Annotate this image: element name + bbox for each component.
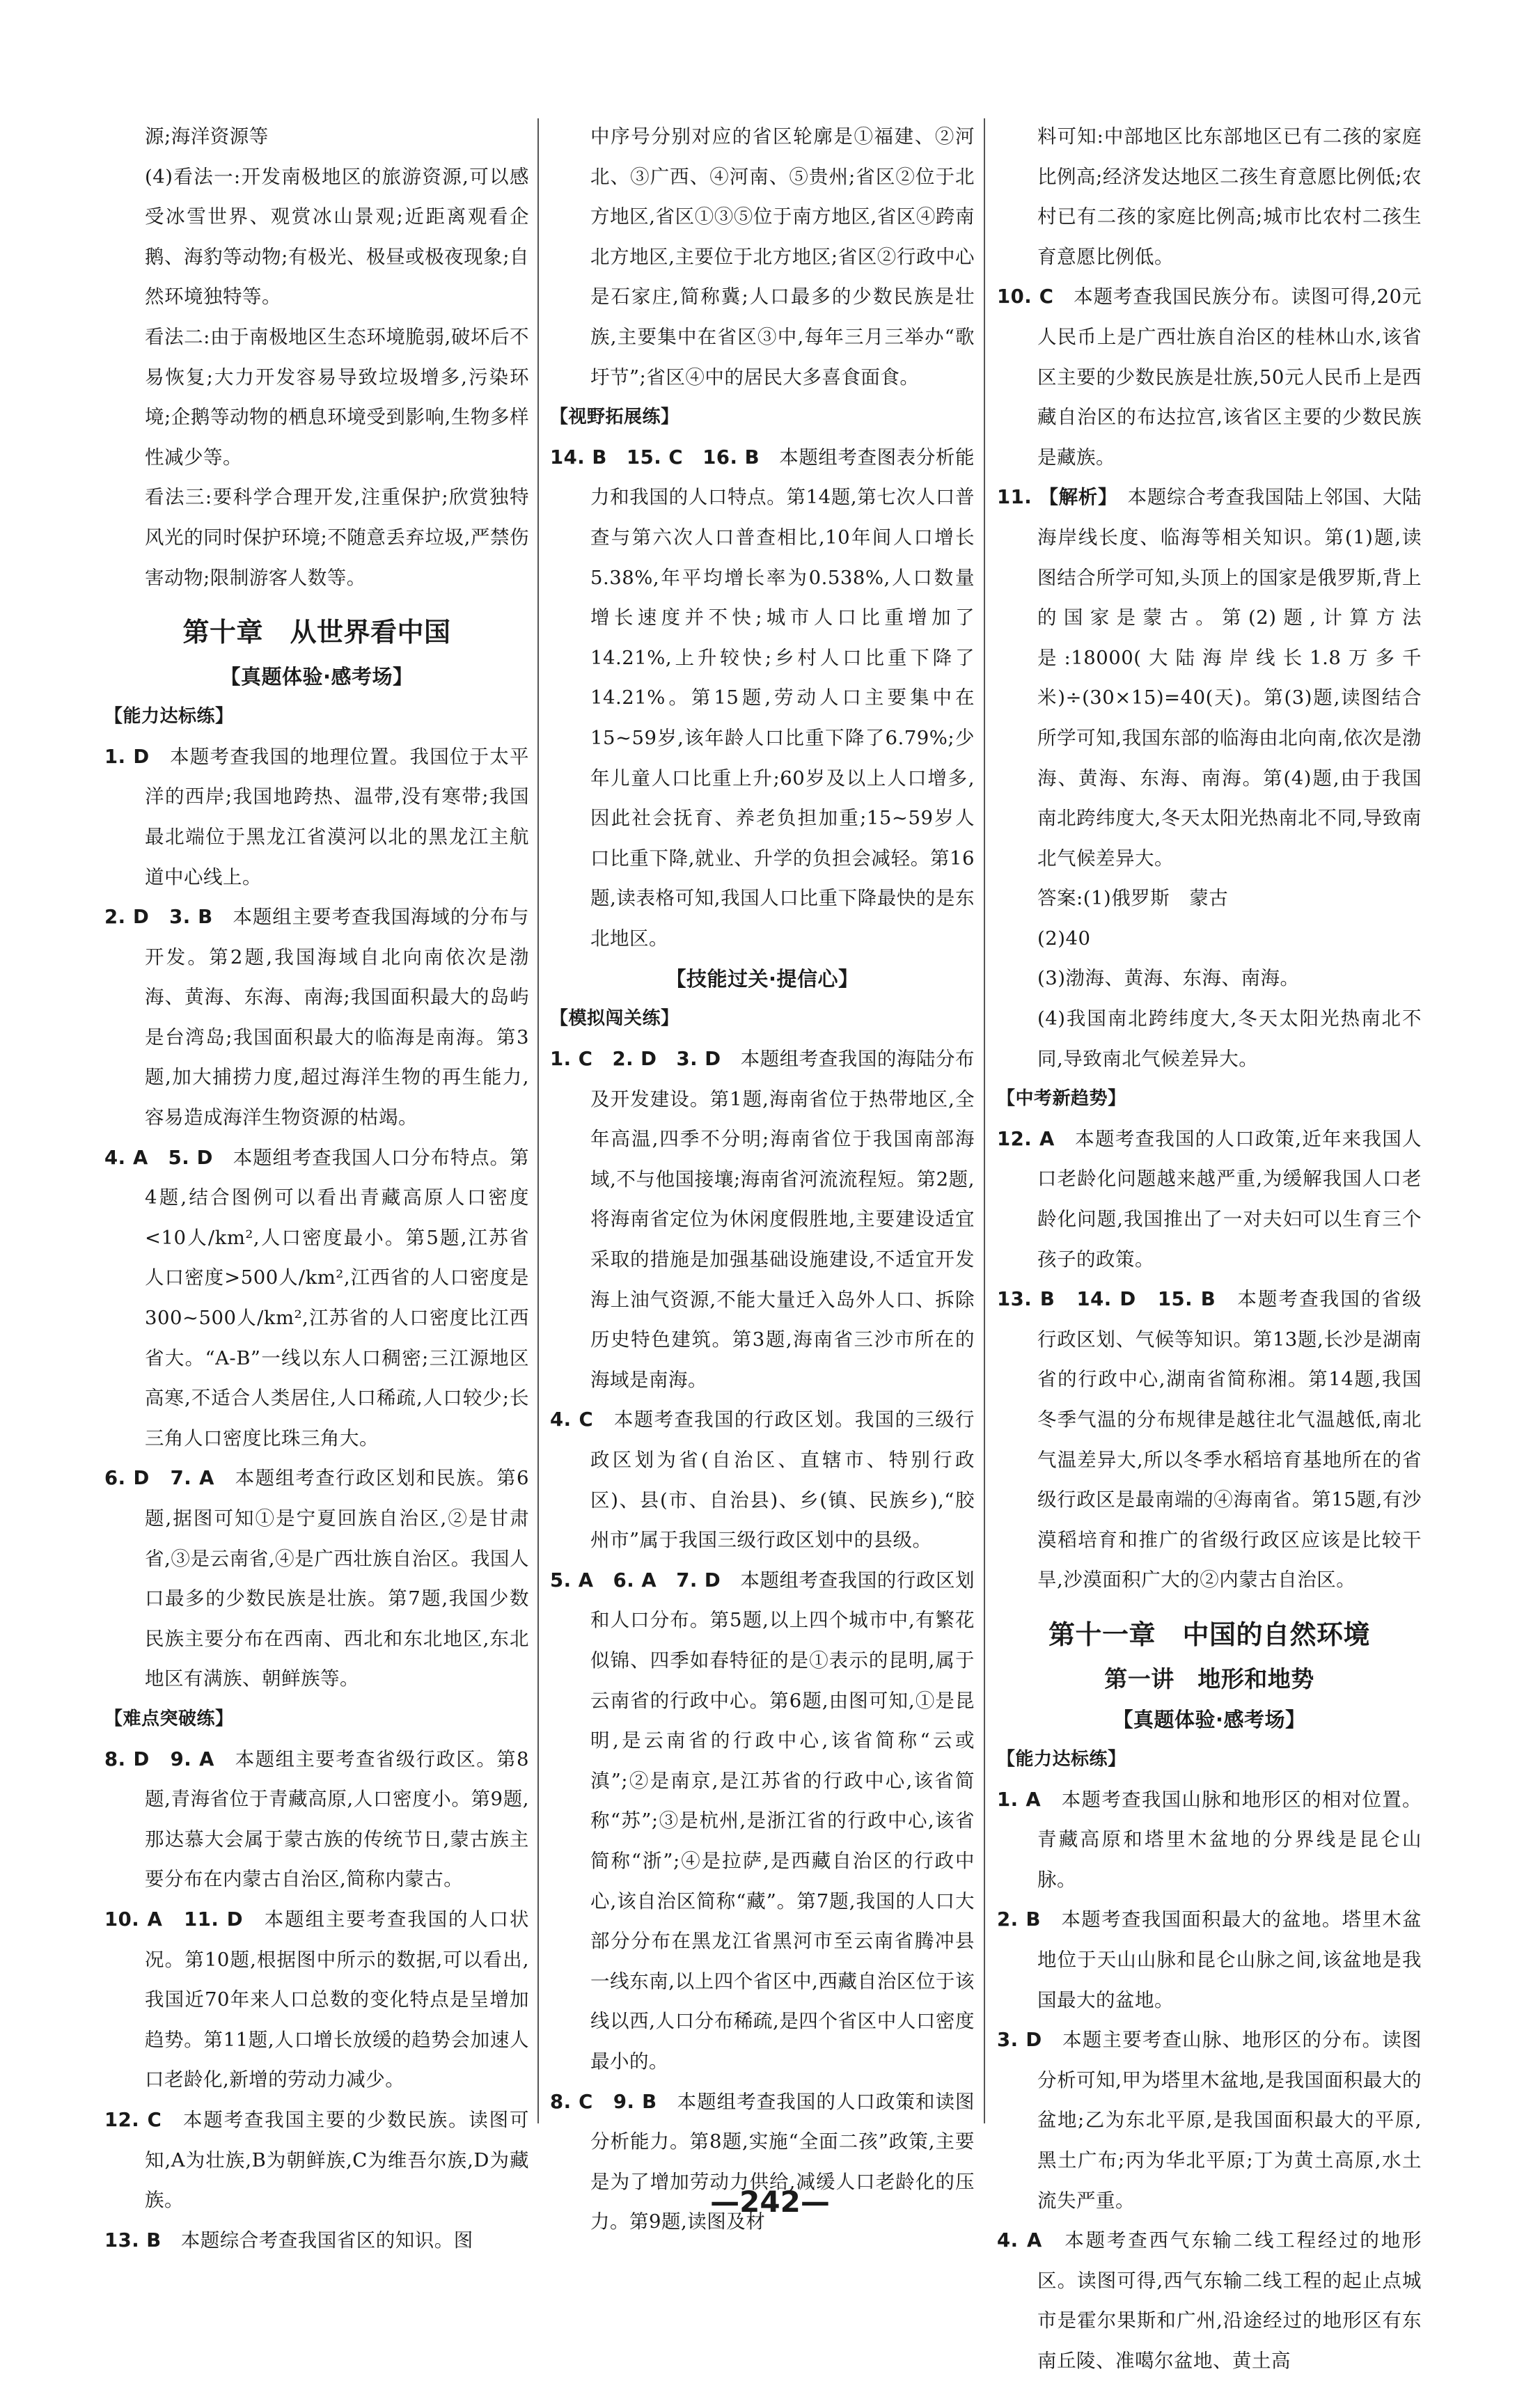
section-band: 【真题体验·感考场】: [220, 665, 414, 689]
section-tag: 【模拟闯关练】: [550, 1008, 679, 1030]
column-divider-2: [984, 118, 985, 2123]
answer-continuation: 中序号分别对应的省区轮廓是①福建、②河北、③广西、④河南、⑤贵州;省区②位于北方地区,省区①③⑤位于南方地区,省区④跨南北方地区,主要位于北方地区;省区②行政中心是石家庄,简称冀;人口最多的少数民族是壮族,主要集中在省区③中,每年三月三举办“歌圩节”;省区④中的居民大多喜食面食。: [590, 125, 975, 388]
answer-text: 本题综合考查我国省区的知识。图: [180, 2229, 473, 2252]
answer-number: 10. A 11. D: [104, 1908, 244, 1931]
answer-item: [104, 1900, 529, 2100]
section-tag: 【中考新趋势】: [997, 1088, 1126, 1110]
answer-text: 本题组考查我国的行政区划和人口分布。第5题,以上四个城市中,有繁花似锦、四季如春特征的是①表示的昆明,属于云南省的行政中心。第6题,由图可知,①是昆明,是云南省的行政中心,该省简称“云或滇”;②是南京,是江苏省的行政中心,该省简称“苏”;③是杭州,是浙江省的行政中心,该省简称“浙”;④是拉萨,是西藏自治区的行政中心,该自治区简称“藏”。第7题,我国的人口大部分分布在黑龙江省黑河市至云南省腾冲县一线东南,以上四个省区中,西藏自治区位于该线以西,人口分布稀疏,是四个省区中人口密度最小的。: [590, 1569, 975, 2073]
answer-number: 11. 【解析】: [997, 486, 1108, 509]
column-left: [104, 117, 530, 2252]
answer-text: 本题组主要考查我国的人口状况。第10题,根据图中所示的数据,可以看出,我国近70年来人口总数的变化特点是呈增加趋势。第11题,人口增长放缓的趋势会加速人口老龄化,新增的劳动力减少。: [145, 1908, 529, 2091]
answer-continuation: (3)渤海、黄海、东海、南海。: [1037, 967, 1300, 990]
answer-number: 1. A: [997, 1788, 1042, 1811]
answer-text: 本题考查我国面积最大的盆地。塔里木盆地位于天山山脉和昆仑山脉之间,该盆地是我国最大的盆地。: [1037, 1908, 1422, 2011]
answer-item: [104, 737, 529, 897]
page-number: —242—: [710, 2185, 830, 2219]
column-divider-1: [537, 118, 539, 2123]
answer-item: [550, 1039, 975, 1400]
answer-text: 本题组考查我国的人口政策和读图分析能力。第8题,实施“全面二孩”政策,主要是为了增加劳动力供给,减缓人口老龄化的压力。第9题,读图及材: [590, 2090, 975, 2233]
answer-item: [997, 478, 1422, 879]
answer-text: 本题组考查我国人口分布特点。第4题,结合图例可以看出青藏高原人口密度<10人/km²,人口密度最小。第5题,江苏省人口密度>500人/km²,江西省的人口密度是300~500人/km²,江苏省的人口密度比江西省大。“A-B”一线以东人口稠密;三江源地区高寒,不适合人类居住,人口稀疏,人口较少;长三角人口密度比珠三角大。: [145, 1146, 530, 1449]
lecture-title: 第一讲 地形和地势: [1104, 1665, 1314, 1692]
answer-continuation: (4)我国南北跨纬度大,冬天太阳光热南北不同,导致南北气候差异大。: [1037, 1007, 1422, 1070]
answer-item: [104, 897, 529, 1138]
section-band: 【真题体验·感考场】: [1113, 1707, 1306, 1731]
answer-number: 12. C: [104, 2108, 162, 2131]
answer-number: 1. D: [104, 745, 150, 768]
answer-continuation: 看法三:要科学合理开发,注重保护;欣赏独特风光的同时保护环境;不随意丢弃垃圾,严禁伤害动物;限制游客人数等。: [145, 486, 529, 589]
answer-continuation: 看法二:由于南极地区生态环境脆弱,破坏后不易恢复;大力开发容易导致垃圾增多,污染环境;企鹅等动物的栖息环境受到影响,生物多样性减少等。: [145, 325, 529, 469]
answer-number: 8. C 9. B: [550, 2090, 657, 2113]
answer-text: 本题考查我国的行政区划。我国的三级行政区划为省(自治区、直辖市、特别行政区)、县(市、自治县)、乡(镇、民族乡),“胶州市”属于我国三级行政区划中的县级。: [590, 1408, 975, 1552]
answer-number: 4. A: [997, 2229, 1042, 2252]
answer-continuation: 料可知:中部地区比东部地区已有二孩的家庭比例高;经济发达地区二孩生育意愿比例低;农村已有二孩的家庭比例高;城市比农村二孩生育意愿比例低。: [1037, 125, 1422, 268]
answer-text: 本题组考查我国的海陆分布及开发建设。第1题,海南省位于热带地区,全年高温,四季不分明;海南省位于我国南部海域,不与他国接壤;海南省河流流程短。第2题,将海南省定位为休闲度假胜地,主要建设适宜采取的措施是加强基础设施建设,不适宜开发海上油气资源,不能大量迁入岛外人口、拆除历史特色建筑。第3题,海南省三沙市所在的海域是南海。: [590, 1048, 975, 1391]
answer-text: 本题考查我国山脉和地形区的相对位置。青藏高原和塔里木盆地的分界线是昆仑山脉。: [1037, 1788, 1422, 1891]
answer-item: [104, 1740, 529, 1900]
answer-text: 本题组考查图表分析能力和我国的人口特点。第14题,第七次人口普查与第六次人口普查相比,10年间人口增长5.38%,年平均增长率为0.538%,人口数量增长速度并不快;城市人口比重增加了14.21%,上升较快;乡村人口比重下降了14.21%。第15题,劳动人口主要集中在15~59岁,该年龄人口比重下降了6.79%;少年儿童人口比重上升;60岁及以上人口增多,因此社会抚育、养老负担加重;15~59岁人口比重下降,就业、升学的负担会减轻。第16题,读表格可知,我国人口比重下降最快的是东北地区。: [590, 446, 975, 950]
column-right: [997, 117, 1422, 2372]
answer-text: 本题考查我国主要的少数民族。读图可知,A为壮族,B为朝鲜族,C为维吾尔族,D为藏族。: [145, 2108, 530, 2212]
answer-text: 本题考查我国的地理位置。我国位于太平洋的西岸;我国地跨热、温带,没有寒带;我国最北端位于黑龙江省漠河以北的黑龙江主航道中心线上。: [145, 745, 530, 888]
answer-continuation: (4)看法一:开发南极地区的旅游资源,可以感受冰雪世界、观赏冰山景观;近距离观看企鹅、海豹等动物;有极光、极昼或极夜现象;自然环境独特等。: [145, 165, 529, 308]
answer-continuation: 答案:(1)俄罗斯 蒙古: [1037, 887, 1229, 910]
answer-number: 13. B 14. D 15. B: [997, 1288, 1216, 1311]
answer-number: 4. C: [550, 1408, 594, 1431]
answer-number: 14. B 15. C 16. B: [550, 446, 760, 469]
chapter-title: 第十一章 中国的自然环境: [1048, 1619, 1370, 1650]
answer-item: [997, 1900, 1422, 2020]
answer-number: 6. D 7. A: [104, 1467, 214, 1490]
answer-number: 2. D 3. B: [104, 906, 213, 929]
answer-number: 5. A 6. A 7. D: [550, 1569, 721, 1592]
answer-number: 1. C 2. D 3. D: [550, 1048, 721, 1071]
answer-number: 13. B: [104, 2229, 162, 2252]
answer-item: [104, 1138, 529, 1459]
section-tag: 【难点突破练】: [104, 1708, 234, 1729]
answer-continuation: 源;海洋资源等: [145, 125, 269, 148]
answer-text: 本题考查我国民族分布。读图可得,20元人民币上是广西壮族自治区的桂林山水,该省区主要的少数民族是壮族,50元人民币上是西藏自治区的布达拉宫,该省区主要的少数民族是藏族。: [1037, 285, 1422, 469]
answer-continuation: (2)40: [1037, 927, 1091, 950]
answer-text: 本题组考查行政区划和民族。第6题,据图可知①是宁夏回族自治区,②是甘肃省,③是云南省,④是广西壮族自治区。我国人口最多的少数民族是壮族。第7题,我国少数民族主要分布在西南、西北和东北地区,东北地区有满族、朝鲜族等。: [145, 1467, 530, 1690]
chapter-title: 第十章 从世界看中国: [182, 617, 451, 648]
answer-item: [550, 1400, 975, 1560]
answer-text: 本题组主要考查我国海域的分布与开发。第2题,我国海域自北向南依次是渤海、黄海、东海、南海;我国面积最大的岛屿是台湾岛;我国面积最大的临海是南海。第3题,加大捕捞力度,超过海洋生物的再生能力,容易造成海洋生物资源的枯竭。: [145, 906, 530, 1129]
answer-item: [104, 2221, 529, 2261]
answer-number: 10. C: [997, 285, 1054, 308]
answer-item: [104, 1459, 529, 1699]
answer-text: 本题考查西气东输二线工程经过的地形区。读图可得,西气东输二线工程的起止点城市是霍尔果斯和广州,沿途经过的地形区有东南丘陵、准噶尔盆地、黄土高: [1037, 2229, 1422, 2372]
answer-item: [997, 2221, 1422, 2381]
answer-text: 本题综合考查我国陆上邻国、大陆海岸线长度、临海等相关知识。第(1)题,读图结合所学可知,头顶上的国家是俄罗斯,背上的国家是蒙古。第(2)题,计算方法是:18000(大陆海岸线长1.8万多千米)÷(30×15)=40(天)。第(3)题,读图结合所学可知,我国东部的临海由北向南,依次是渤海、黄海、东海、南海。第(4)题,由于我国南北跨纬度大,冬天太阳光热南北不同,导致南北气候差异大。: [1037, 486, 1422, 870]
answer-number: 2. B: [997, 1908, 1041, 1931]
answer-item: [997, 277, 1422, 478]
answer-number: 3. D: [997, 2029, 1042, 2052]
section-tag: 【能力达标练】: [104, 706, 234, 728]
answer-item: [997, 1280, 1422, 1601]
answer-item: [997, 1780, 1422, 1901]
section-band: 【技能过关·提信心】: [666, 967, 859, 991]
answer-number: 12. A: [997, 1127, 1055, 1150]
answer-text: 本题考查我国的人口政策,近年来我国人口老龄化问题越来越严重,为缓解我国人口老龄化问题,我国推出了一对夫妇可以生育三个孩子的政策。: [1037, 1127, 1422, 1271]
answer-number: 4. A 5. D: [104, 1146, 213, 1169]
answer-text: 本题考查我国的省级行政区划、气候等知识。第13题,长沙是湖南省的行政中心,湖南省简称湘。第14题,我国冬季气温的分布规律是越往北气温越低,南北气温差异大,所以冬季水稻培育基地所在的省级行政区是最南端的④海南省。第15题,有沙漠稻培育和推广的省级行政区应该是比较干旱,沙漠面积广大的②内蒙古自治区。: [1037, 1288, 1422, 1592]
answer-number: 8. D 9. A: [104, 1747, 214, 1770]
answer-item: [550, 438, 975, 959]
section-tag: 【能力达标练】: [997, 1748, 1126, 1770]
answer-text: 本题主要考查山脉、地形区的分布。读图分析可知,甲为塔里木盆地,是我国面积最大的盆地;乙为东北平原,是我国面积最大的平原,黑土广布;丙为华北平原;丁为黄土高原,水土流失严重。: [1037, 2029, 1422, 2212]
answer-text: 本题组主要考查省级行政区。第8题,青海省位于青藏高原,人口密度小。第9题,那达慕大会属于蒙古族的传统节日,蒙古族主要分布在内蒙古自治区,简称内蒙古。: [145, 1747, 530, 1891]
answer-item: [997, 1119, 1422, 1280]
section-tag: 【视野拓展练】: [550, 407, 679, 428]
answer-item: [550, 1561, 975, 2082]
